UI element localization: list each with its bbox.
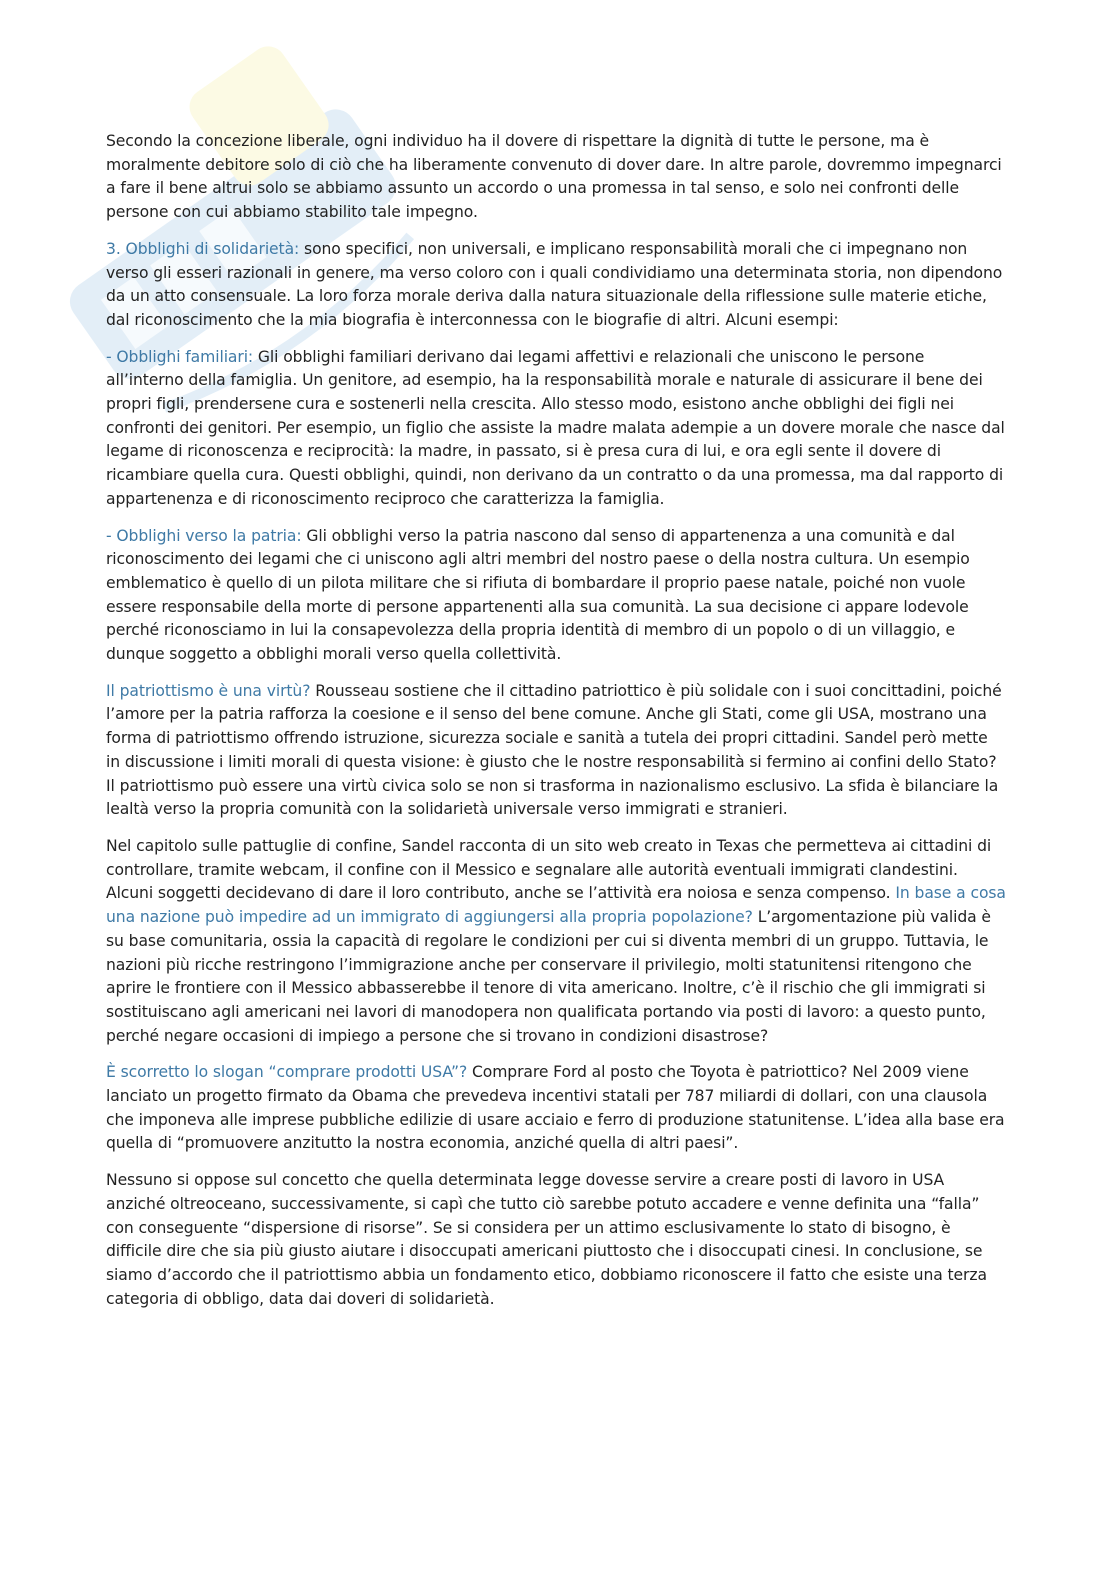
- paragraph: [106, 1061, 1006, 1156]
- paragraph: [106, 238, 1006, 333]
- paragraph: [106, 680, 1006, 822]
- paragraph: [106, 525, 1006, 667]
- body-text: Gli obblighi familiari derivano dai legami affettivi e relazionali che uniscono le persone all’interno della famiglia. Un genitore, ad esempio, ha la responsabilità morale e naturale di assicurare il bene dei propri figli, prendersene cura e sostenerli nella crescita. Allo stesso modo, esistono anche obblighi dei figli nei confronti dei genitori. Per esempio, un figlio che assiste la madre malata adempie a un dovere morale che nasce dal legame di riconoscenza e reciprocità: la madre, in passato, si è presa cura di lui, e ora egli sente il dovere di ricambiare quella cura. Questi obblighi, quindi, non derivano da un contratto o da una promessa, ma dal rapporto di appartenenza e di riconoscimento reciproco che caratterizza la famiglia.: [106, 347, 1005, 508]
- body-text: sono specifici, non universali, e implicano responsabilità morali che ci impegnano non verso gli esseri razionali in genere, ma verso coloro con i quali condividiamo una determinata storia, non dipendono da un atto consensuale. La loro forza morale deriva dalla natura situazionale della riflessione sulle materie etiche, dal riconoscimento che la mia biografia è interconnessa con le biografie di altri. Alcuni esempi:: [106, 239, 1003, 329]
- body-text: L’argomentazione più valida è su base comunitaria, ossia la capacità di regolare le condizioni per cui si diventa membri di un gruppo. Tuttavia, le nazioni più ricche restringono l’immigrazione anche per conservare il privilegio, molti statunitensi ritengono che aprire le frontiere con il Messico abbasserebbe il tenore di vita americano. Inoltre, c’è il rischio che gli immigrati si sostituiscano agli americani nei lavori di manodopera non qualificata portando via posti di lavoro: a questo punto, perché negare occasioni di impiego a persone che si trovano in condizioni disastrose?: [106, 908, 991, 1045]
- body-text: Secondo la concezione liberale, ogni individuo ha il dovere di rispettare la dignità di tutte le persone, ma è moralmente debitore solo di ciò che ha liberamente convenuto di dover dare. In altre parole, dovremmo impegnarci a fare il bene altrui solo se abbiamo assunto un accordo o una promessa in tal senso, e solo nei confronti delle persone con cui abbiamo stabilito tale impegno.: [106, 132, 1002, 222]
- highlighted-heading: 3. Obblighi di solidarietà:: [106, 239, 300, 258]
- body-text: Nessuno si oppose sul concetto che quella determinata legge dovesse servire a creare posti di lavoro in USA anziché oltreoceano, successivamente, si capì che tutto ciò sarebbe potuto accadere e venne definita una “falla” con conseguente “dispersione di risorse”. Se si considera per un attimo esclusivamente lo stato di bisogno, è difficile dire che sia più giusto aiutare i disoccupati americani piuttosto che i disoccupati cinesi. In conclusione, se siamo d’accordo che il patriottismo abbia un fondamento etico, dobbiamo riconoscere il fatto che esiste una terza categoria di obbligo, data dai doveri di solidarietà.: [106, 1171, 987, 1308]
- body-text: Nel capitolo sulle pattuglie di confine, Sandel racconta di un sito web creato in Texas che permetteva ai cittadini di controllare, tramite webcam, il confine con il Messico e segnalare alle autorità eventuali immigrati clandestini. Alcuni soggetti decidevano di dare il loro contributo, anche se l’attività era noiosa e senza compenso.: [106, 836, 992, 903]
- paragraph: [106, 130, 1006, 225]
- body-text: Gli obblighi verso la patria nascono dal senso di appartenenza a una comunità e dal riconoscimento dei legami che ci uniscono agli altri membri del nostro paese o della nostra cultura. Un esempio emblematico è quello di un pilota militare che si rifiuta di bombardare il proprio paese natale, poiché non vuole essere responsabile della morte di persone appartenenti alla sua comunità. La sua decisione ci appare lodevole perché riconosciamo in lui la consapevolezza della propria identità di membro di un popolo o di un villaggio, e dunque soggetto a obblighi morali verso quella collettività.: [106, 526, 970, 664]
- body-text: Rousseau sostiene che il cittadino patriottico è più solidale con i suoi concittadini, poiché l’amore per la patria rafforza la coesione e il senso del bene comune. Anche gli Stati, come gli USA, mostrano una forma di patriottismo offrendo istruzione, sicurezza sociale e sanità a tutela dei propri cittadini. Sandel però mette in discussione i limiti morali di questa visione: è giusto che le nostre responsabilità si fermino ai confini dello Stato? Il patriottismo può essere una virtù civica solo se non si trasforma in nazionalismo esclusivo. La sfida è bilanciare la lealtà verso la propria comunità con la solidarietà universale verso immigrati e stranieri.: [106, 681, 1002, 819]
- highlighted-heading: - Obblighi familiari:: [106, 347, 254, 366]
- paragraph: [106, 835, 1006, 1048]
- document-body: [106, 130, 1006, 1324]
- highlighted-heading: È scorretto lo slogan “comprare prodotti USA”?: [106, 1063, 468, 1082]
- highlighted-heading: - Obblighi verso la patria:: [106, 526, 302, 545]
- highlighted-heading: In base a cosa una nazione può impedire ad un immigrato di aggiungersi alla propria popolazione?: [106, 884, 1006, 927]
- body-text: Comprare Ford al posto che Toyota è patriottico? Nel 2009 viene lanciato un progetto firmato da Obama che prevedeva incentivi statali per 787 miliardi di dollari, con una clausola che imponeva alle imprese pubbliche edilizie di usare acciaio e ferro di produzione statunitense. L’idea alla base era quella di “promuovere anzitutto la nostra economia, anziché quella di altri paesi”.: [106, 1063, 1005, 1153]
- paragraph: [106, 346, 1006, 512]
- paragraph: [106, 1169, 1006, 1311]
- highlighted-heading: Il patriottismo è una virtù?: [106, 681, 311, 700]
